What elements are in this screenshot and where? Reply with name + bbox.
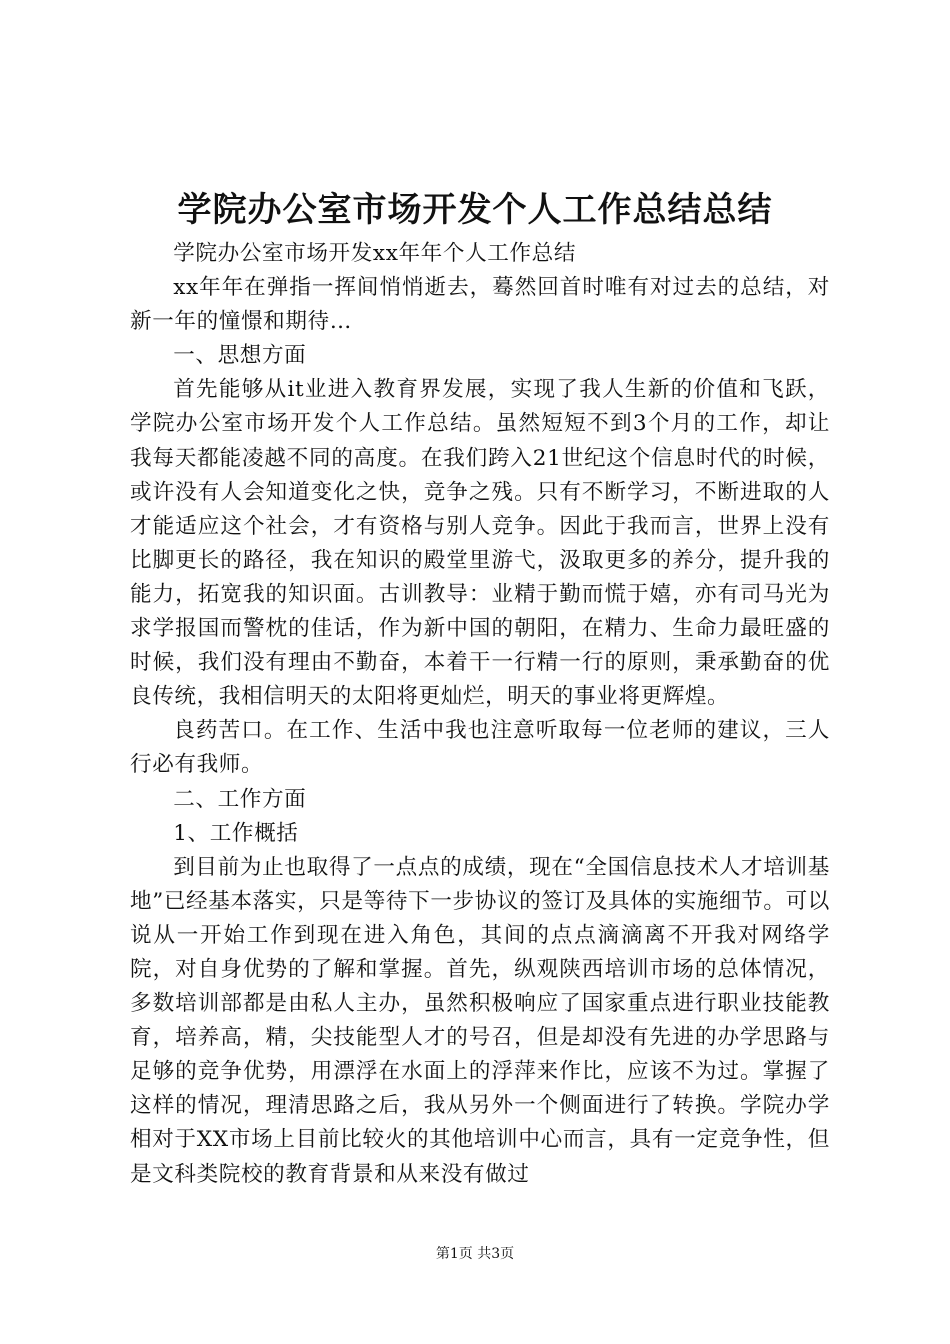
work-overview-paragraph: 到目前为止也取得了一点点的成绩，现在“全国信息技术人才培训基地”已经基本落实，只是等待下一步协议的签订及具体的实施细节。可以说从一开始工作到现在进入角色，其间的点点滴滴离不开我对网络学院，对自身优势的了解和掌握。首先，纵观陕西培训市场的总体情况，多数培训部都是由私人主办，虽然积极响应了国家重点进行职业技能教育，培养高，精，尖技能型人才的号召，但是却没有先进的办学思路与足够的竞争优势，用漂浮在水面上的浮萍来作比，应该不为过。掌握了这样的情况，理清思路之后，我从另外一个侧面进行了转换。学院办学相对于XX市场上目前比较火的其他培训中心而言，具有一定竞争性，但是文科类院校的教育背景和从来没有做过: [130, 854, 830, 1187]
advice-paragraph: 良药苦口。在工作、生活中我也注意听取每一位老师的建议，三人行必有我师。: [130, 718, 830, 778]
page-footer: 第1页 共3页: [435, 1246, 515, 1262]
document-title: 学院办公室市场开发个人工作总结总结: [177, 190, 773, 230]
section-heading-work: 二、工作方面: [173, 786, 307, 812]
thoughts-paragraph: 首先能够从it业进入教育界发展，实现了我人生新的价值和飞跃，学院办公室市场开发个人工作总结。虽然短短不到3个月的工作，却让我每天都能凌越不同的高度。在我们跨入21世纪这个信息时代的时候，或许没有人会知道变化之快，竞争之残。只有不断学习，不断进取的人才能适应这个社会，才有资格与别人竞争。因此于我而言，世界上没有比脚更长的路径，我在知识的殿堂里游弋，汲取更多的养分，提升我的能力，拓宽我的知识面。古训教导：业精于勤而慌于嬉，亦有司马光为求学报国而警枕的佳话，作为新中国的朝阳，在精力、生命力最旺盛的时候，我们没有理由不勤奋，本着干一行精一行的原则，秉承勤奋的优良传统，我相信明天的太阳将更灿烂，明天的事业将更辉煌。: [130, 377, 830, 710]
document-body: [130, 237, 830, 1192]
section-heading-thoughts: 一、思想方面: [173, 343, 307, 369]
intro-paragraph: xx年年在弹指一挥间悄悄逝去，蓦然回首时唯有对过去的总结，对新一年的憧憬和期待…: [130, 275, 830, 335]
subsection-heading-overview: 1、工作概括: [173, 820, 299, 846]
subtitle-paragraph: 学院办公室市场开发xx年年个人工作总结: [173, 241, 577, 266]
